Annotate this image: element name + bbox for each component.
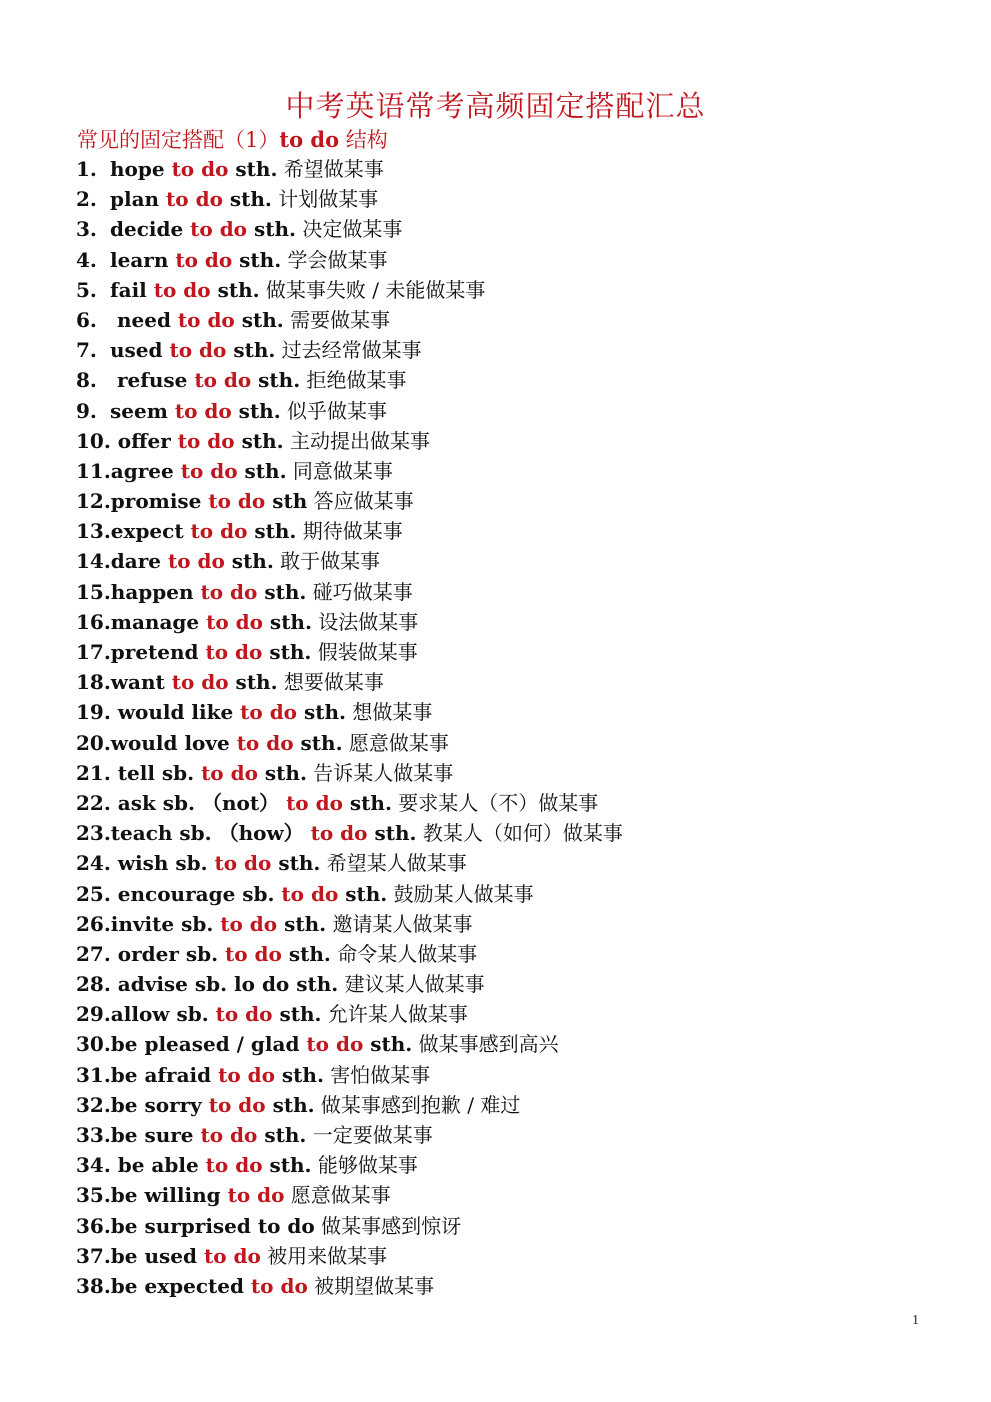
phrase-english: pretend — [110, 640, 206, 664]
phrase-chinese: 建议某人做某事 — [338, 972, 485, 997]
phrase-to-do: to do — [203, 1243, 261, 1268]
phrase-chinese: 命令某人做某事 — [330, 941, 478, 966]
phrase-english: invite sb. — [110, 911, 221, 936]
phrase-english: order sb. — [110, 941, 226, 966]
item-number: 31. — [76, 1062, 111, 1087]
phrase-object: sth. — [257, 760, 307, 785]
phrase-to-do: to do — [174, 398, 232, 423]
phrase-english: be pleased / glad — [110, 1032, 307, 1057]
section-subtitle — [77, 124, 388, 154]
phrase-to-do: to do — [227, 1183, 285, 1208]
item-number: 19. — [76, 700, 111, 725]
list-item — [76, 1241, 623, 1271]
phrase-object: sth. — [226, 338, 276, 363]
phrase-chinese: 敢于做某事 — [273, 549, 381, 574]
phrase-object: sth. — [342, 790, 392, 815]
item-number: 23. — [76, 821, 111, 846]
phrase-to-do: to do — [205, 640, 263, 664]
phrase-object: sth. — [224, 549, 274, 574]
phrase-english: wish sb. — [110, 851, 215, 876]
phrase-to-do: to do — [190, 217, 248, 242]
phrase-to-do: to do — [190, 519, 248, 544]
phrase-to-do: to do — [200, 1123, 258, 1147]
list-item — [76, 697, 623, 727]
phrase-list — [76, 154, 623, 1301]
item-number: 17. — [76, 640, 111, 664]
phrase-to-do: to do — [218, 1062, 275, 1087]
phrase-object: sth. — [251, 368, 301, 393]
list-item — [76, 788, 623, 818]
phrase-english: happen — [110, 579, 201, 604]
list-item — [76, 456, 623, 486]
list-item — [76, 516, 623, 546]
item-number: 28. — [76, 972, 111, 997]
phrase-object: sth. — [237, 458, 287, 483]
phrase-to-do: to do — [194, 368, 252, 393]
item-number: 15. — [76, 579, 111, 604]
phrase-chinese: 愿意做某事 — [284, 1183, 391, 1208]
list-item — [76, 1029, 623, 1059]
phrase-object: sth. — [228, 157, 278, 181]
list-item — [76, 1211, 623, 1241]
phrase-to-do: to do — [286, 790, 343, 815]
phrase-object: sth. — [271, 851, 321, 876]
phrase-english: would like — [110, 700, 241, 725]
phrase-english: agree — [110, 458, 181, 483]
phrase-english: ask sb. （not） — [110, 790, 287, 815]
phrase-object: sth. — [297, 700, 346, 725]
list-item — [76, 758, 623, 788]
list-item — [76, 396, 623, 426]
item-number: 12. — [76, 489, 111, 514]
phrase-to-do: to do — [208, 1092, 266, 1117]
phrase-chinese: 主动提出做某事 — [283, 428, 430, 453]
item-number: 32. — [76, 1092, 111, 1117]
phrase-chinese: 被用来做某事 — [260, 1243, 388, 1268]
list-item — [76, 879, 623, 909]
phrase-to-do: to do — [177, 307, 235, 332]
phrase-to-do: to do — [177, 428, 235, 453]
phrase-object: sth. — [257, 579, 307, 604]
phrase-to-do: to do — [214, 851, 272, 876]
phrase-to-do: to do — [220, 911, 278, 936]
phrase-to-do: to do — [169, 338, 227, 363]
item-number: 2. — [76, 187, 97, 212]
list-item — [76, 607, 623, 637]
phrase-chinese: 做某事感到抱歉 / 难过 — [314, 1092, 521, 1117]
list-item — [76, 546, 623, 576]
phrase-to-do: to do — [281, 881, 339, 906]
item-number: 38. — [76, 1273, 111, 1298]
list-item — [76, 818, 623, 848]
phrase-chinese: 学会做某事 — [281, 247, 388, 272]
phrase-object: sth. — [293, 730, 343, 755]
phrase-english: be afraid — [110, 1062, 219, 1087]
phrase-chinese: 设法做某事 — [311, 609, 419, 634]
item-number: 13. — [76, 519, 111, 544]
phrase-english: advise sb. lo do sth. — [110, 972, 339, 997]
phrase-to-do: to do — [175, 247, 233, 272]
phrase-english: used — [110, 338, 170, 363]
item-number: 10. — [76, 428, 111, 453]
item-number: 35. — [76, 1183, 111, 1208]
phrase-to-do: to do — [250, 1273, 308, 1298]
phrase-to-do: to do — [240, 700, 298, 725]
phrase-english: dare — [110, 549, 168, 574]
phrase-chinese: 决定做某事 — [296, 217, 403, 242]
phrase-object: sth. — [262, 609, 312, 634]
phrase-to-do: to do — [200, 579, 258, 604]
phrase-english: be sorry — [110, 1092, 209, 1117]
item-number: 18. — [76, 670, 111, 695]
list-item — [76, 728, 623, 758]
phrase-english: offer — [110, 428, 178, 453]
phrase-object: sth. — [231, 398, 281, 423]
list-item — [76, 577, 623, 607]
list-item — [76, 184, 623, 214]
list-item — [76, 365, 623, 395]
phrase-object: sth. — [210, 277, 260, 302]
phrase-chinese: 希望某人做某事 — [320, 851, 467, 876]
item-number: 24. — [76, 851, 111, 876]
item-number: 25. — [76, 881, 111, 906]
item-number: 3. — [76, 217, 97, 242]
phrase-chinese: 需要做某事 — [283, 307, 391, 332]
phrase-object: sth. — [234, 428, 284, 453]
phrase-chinese: 碰巧做某事 — [306, 579, 413, 604]
list-item — [76, 1090, 623, 1120]
phrase-object: sth. — [228, 670, 278, 695]
phrase-to-do: to do — [225, 941, 282, 966]
phrase-to-do: to do — [153, 277, 211, 302]
item-number: 20. — [76, 730, 111, 755]
list-item — [76, 1271, 623, 1301]
list-item — [76, 305, 623, 335]
list-item — [76, 637, 623, 667]
phrase-chinese: 拒绝做某事 — [300, 368, 407, 393]
phrase-to-do: to do — [171, 157, 229, 181]
phrase-object: sth. — [367, 821, 417, 846]
phrase-to-do: to do — [167, 549, 225, 574]
phrase-english: be able — [110, 1153, 206, 1178]
phrase-to-do: to do — [201, 760, 258, 785]
phrase-english: learn — [110, 247, 176, 272]
phrase-object: sth. — [247, 217, 296, 242]
phrase-to-do: to do — [208, 489, 266, 514]
phrase-chinese: 想要做某事 — [277, 670, 384, 695]
list-item — [76, 1150, 623, 1180]
item-number: 9. — [76, 398, 97, 423]
phrase-english: promise — [110, 489, 209, 514]
phrase-object: sth. — [363, 1032, 413, 1057]
phrase-chinese: 一定要做某事 — [306, 1123, 433, 1147]
item-number: 16. — [76, 609, 111, 634]
item-number: 27. — [76, 941, 111, 966]
item-number: 21. — [76, 760, 111, 785]
item-number: 26. — [76, 911, 111, 936]
phrase-chinese: 被期望做某事 — [307, 1273, 435, 1298]
phrase-chinese: 同意做某事 — [286, 458, 393, 483]
phrase-to-do: to do — [206, 609, 263, 634]
list-item — [76, 999, 623, 1029]
item-number: 22. — [76, 790, 111, 815]
phrase-chinese: 期待做某事 — [296, 519, 403, 544]
phrase-to-do: to do — [166, 187, 223, 212]
phrase-english: would love — [110, 730, 237, 755]
phrase-chinese: 过去经常做某事 — [275, 338, 422, 363]
phrase-object: sth. — [247, 519, 297, 544]
item-number: 37. — [76, 1243, 111, 1268]
phrase-english: be surprised to do — [110, 1213, 315, 1238]
list-item — [76, 426, 623, 456]
phrase-object: sth — [265, 489, 308, 514]
list-item — [76, 335, 623, 365]
phrase-object: sth. — [338, 881, 388, 906]
phrase-chinese: 做某事失败 / 未能做某事 — [259, 277, 486, 302]
phrase-english: need — [110, 307, 178, 332]
phrase-english: be expected — [110, 1273, 251, 1298]
phrase-object: sth. — [265, 1092, 315, 1117]
item-number: 6. — [76, 307, 97, 332]
phrase-english: expect — [110, 519, 191, 544]
phrase-english: encourage sb. — [110, 881, 282, 906]
list-item — [76, 1180, 623, 1210]
phrase-english: manage — [110, 609, 207, 634]
phrase-chinese: 邀请某人做某事 — [326, 911, 473, 936]
phrase-chinese: 能够做某事 — [311, 1153, 418, 1178]
page-number: 1 — [912, 1313, 919, 1328]
phrase-object: sth. — [257, 1123, 307, 1147]
phrase-to-do: to do — [171, 670, 229, 695]
item-number: 30. — [76, 1032, 111, 1057]
subtitle-prefix: 常见的固定搭配（1） — [77, 128, 280, 152]
list-item — [76, 275, 623, 305]
phrase-english: refuse — [110, 368, 195, 393]
item-number: 34. — [76, 1153, 111, 1178]
phrase-to-do: to do — [215, 1002, 273, 1027]
phrase-chinese: 告诉某人做某事 — [306, 760, 454, 785]
list-item — [76, 909, 623, 939]
list-item — [76, 969, 623, 999]
subtitle-bold: to do — [279, 127, 340, 152]
phrase-chinese: 做某事感到惊讶 — [314, 1213, 462, 1238]
phrase-english: plan — [110, 187, 167, 212]
phrase-english: allow sb. — [110, 1002, 216, 1027]
phrase-chinese: 害怕做某事 — [323, 1062, 431, 1087]
phrase-chinese: 似乎做某事 — [280, 398, 388, 423]
item-number: 29. — [76, 1002, 111, 1027]
phrase-object: sth. — [234, 307, 284, 332]
list-item — [76, 154, 623, 184]
phrase-english: teach sb. （how） — [110, 821, 311, 846]
phrase-to-do: to do — [310, 821, 368, 846]
phrase-object: sth. — [232, 247, 282, 272]
phrase-chinese: 想做某事 — [346, 700, 433, 725]
phrase-chinese: 计划做某事 — [271, 187, 379, 212]
list-item — [76, 848, 623, 878]
list-item — [76, 667, 623, 697]
phrase-object: sth. — [281, 941, 331, 966]
item-number: 7. — [76, 338, 97, 363]
phrase-to-do: to do — [306, 1032, 364, 1057]
phrase-chinese: 愿意做某事 — [342, 730, 449, 755]
phrase-chinese: 要求某人（不）做某事 — [391, 790, 599, 815]
phrase-to-do: to do — [180, 458, 238, 483]
phrase-english: be willing — [110, 1183, 228, 1208]
list-item — [76, 486, 623, 516]
phrase-chinese: 教某人（如何）做某事 — [416, 821, 623, 846]
phrase-object: sth. — [262, 1153, 312, 1178]
page-title: 中考英语常考高频固定搭配汇总 — [285, 89, 706, 123]
phrase-english: be sure — [110, 1123, 201, 1147]
phrase-chinese: 鼓励某人做某事 — [387, 881, 534, 906]
phrase-object: sth. — [274, 1062, 324, 1087]
phrase-chinese: 希望做某事 — [277, 157, 384, 181]
item-number: 8. — [76, 368, 97, 393]
phrase-chinese: 允许某人做某事 — [321, 1002, 468, 1027]
item-number: 11. — [76, 458, 111, 483]
phrase-object: sth. — [272, 1002, 322, 1027]
phrase-to-do: to do — [236, 730, 294, 755]
list-item — [76, 214, 623, 244]
item-number: 5. — [76, 277, 97, 302]
item-number: 14. — [76, 549, 111, 574]
phrase-english: fail — [110, 277, 154, 302]
phrase-english: seem — [110, 398, 175, 423]
item-number: 1. — [76, 157, 97, 181]
phrase-english: tell sb. — [110, 760, 202, 785]
phrase-object: sth. — [262, 640, 312, 664]
phrase-english: be used — [110, 1243, 204, 1268]
item-number: 33. — [76, 1123, 111, 1147]
phrase-chinese: 做某事感到高兴 — [412, 1032, 559, 1057]
phrase-object: sth. — [222, 187, 272, 212]
phrase-chinese: 假装做某事 — [311, 640, 418, 664]
item-number: 4. — [76, 247, 97, 272]
list-item — [76, 245, 623, 275]
phrase-to-do: to do — [205, 1153, 263, 1178]
phrase-english: want — [110, 670, 172, 695]
list-item — [76, 1060, 623, 1090]
phrase-object: sth. — [277, 911, 327, 936]
phrase-chinese: 答应做某事 — [307, 489, 414, 514]
item-number: 36. — [76, 1213, 111, 1238]
phrase-english: decide — [110, 217, 191, 242]
phrase-english: hope — [110, 157, 172, 181]
list-item — [76, 939, 623, 969]
list-item — [76, 1120, 623, 1150]
subtitle-suffix: 结构 — [339, 128, 388, 152]
